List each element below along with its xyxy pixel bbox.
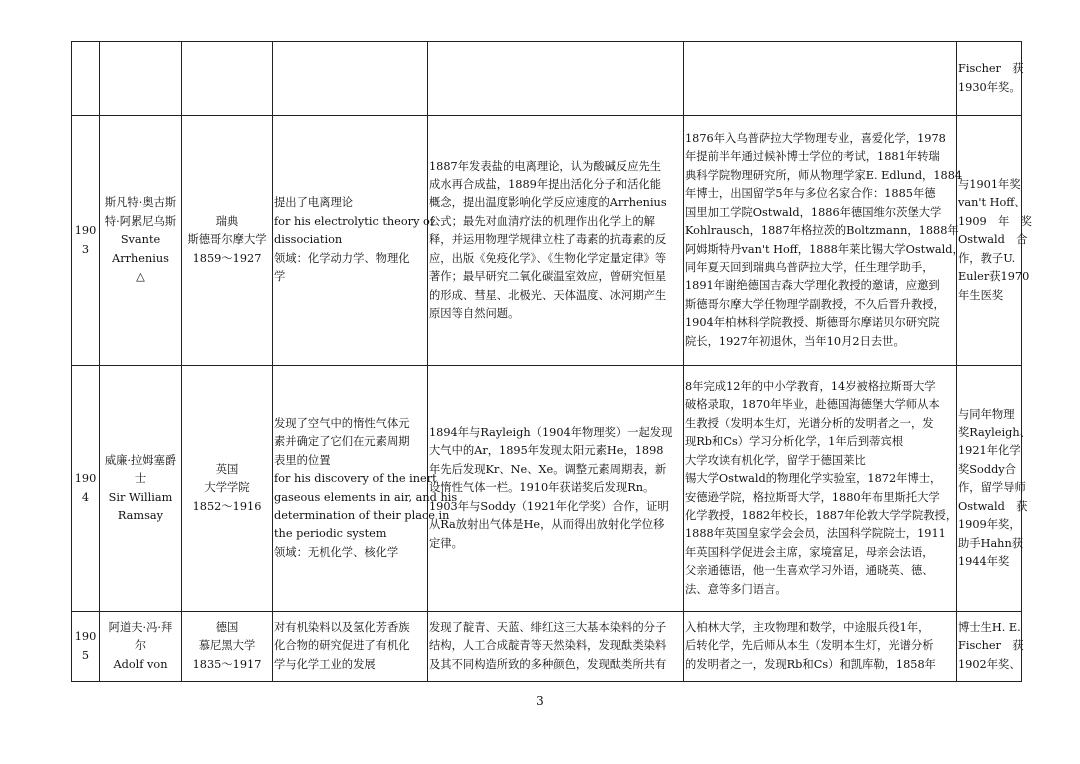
text-line: 发现了空气中的惰性气体元	[274, 416, 410, 430]
text-line: 现Rb和Cs）学习分析化学，1年后到蒂宾根	[685, 435, 904, 449]
text-line: gaseous elements in air, and his	[274, 490, 458, 504]
text-line: 威廉·拉姆塞爵	[104, 453, 177, 467]
text-line: 大学学院	[204, 481, 250, 495]
text-line: Ostwald 获	[958, 499, 1028, 513]
text-line: for his discovery of the inert	[274, 472, 437, 486]
relations-cell	[957, 42, 1022, 116]
page-number: 3	[536, 694, 544, 708]
text-line: Euler获1970	[958, 270, 1030, 284]
country-institution-cell	[182, 366, 273, 612]
text-line: 锡大学Ostwald的物理化学实验室，1872年博士，	[685, 472, 942, 486]
laureate-name-cell	[100, 42, 182, 116]
text-line: the periodic system	[274, 527, 387, 541]
country-institution-cell	[182, 42, 273, 116]
text-line: 英国	[215, 462, 239, 476]
laureates-table	[71, 41, 1032, 682]
text-line: 1904年柏林科学院教授、斯德哥尔摩诺贝尔研究院	[685, 316, 940, 330]
text-line: 1891年谢绝德国吉森大学理化教授的邀请，应邀到	[685, 279, 940, 293]
table-row	[72, 366, 1022, 612]
text-line: van't Hoff、	[958, 196, 1026, 210]
text-line: 同年夏天回到瑞典乌普萨拉大学，任生理学助手，	[685, 260, 934, 274]
text-line: Kohlrausch，1887年格拉茨的Boltzmann，1888年	[685, 224, 959, 238]
award-reason-cell	[273, 612, 428, 682]
text-line: 1887年发表盐的电离理论，认为酸碱反应先生	[429, 159, 662, 173]
text-line: △	[136, 270, 145, 284]
text-line: 士	[134, 472, 147, 486]
text-line: 瑞典	[215, 214, 239, 228]
text-line: 1894年与Rayleigh（1904年物理奖）一起发现	[429, 426, 673, 440]
text-line: 1835～1917	[192, 657, 262, 671]
text-line: 阿道夫·冯·拜	[108, 620, 173, 634]
text-line: 学	[274, 270, 286, 284]
biography-cell	[684, 116, 964, 366]
country-institution-cell	[182, 612, 273, 682]
text-line: 安德逊学院，格拉斯哥大学，1880年布里斯托大学	[685, 490, 940, 504]
text-line: 1909年奖，	[958, 518, 1021, 532]
award-reason-cell	[273, 116, 435, 366]
table-row	[72, 42, 1022, 116]
text-line: 法、意等多门语言。	[685, 582, 787, 596]
table-row	[72, 612, 1022, 682]
text-line: 大学攻读有机化学，留学于德国莱比	[685, 453, 866, 467]
contribution-cell	[428, 42, 684, 116]
text-line: 定律。	[429, 536, 463, 550]
text-line: 作，教子U.	[958, 251, 1016, 265]
text-line: 1909 年 奖	[958, 214, 1032, 228]
text-line: Fischer 获	[958, 62, 1024, 76]
text-line: 概念，提出温度影响化学反应速度的Arrhenius	[429, 196, 667, 210]
text-line: 1876年入乌普萨拉大学物理专业，喜爱化学，1978	[685, 132, 946, 146]
text-line: 斯德哥尔摩大学	[187, 233, 267, 247]
year-cell: 1904	[72, 366, 100, 612]
year-cell	[72, 42, 100, 116]
text-line: 与同年物理	[958, 407, 1015, 421]
text-line: 及其不同构造所致的多种颜色，发现酞类所共有	[429, 657, 667, 671]
text-line: 年博士，出国留学5年与多位名家合作：1885年德	[685, 187, 936, 201]
contribution-cell	[428, 366, 684, 612]
text-line: Sir William	[108, 490, 173, 504]
laureate-name-cell	[100, 116, 182, 366]
text-line: Ostwald 合	[958, 233, 1028, 247]
text-line: 从Ra放射出气体是He，从而得出放射化学位移	[429, 518, 665, 532]
country-institution-cell	[182, 116, 273, 366]
text-line: 阿姆斯特丹van't Hoff，1888年莱比锡大学Ostwald，	[685, 242, 964, 256]
text-line: 斯德哥尔摩大学任物理学副教授，不久后晋升教授，	[685, 297, 945, 311]
text-line: dissociation	[274, 233, 343, 247]
table-row	[72, 116, 1022, 366]
text-line: 奖Soddy合	[958, 462, 1016, 476]
text-line: 成水再合成盐，1889年提出活化分子和活化能	[429, 178, 662, 192]
text-line: 与1901年奖	[958, 178, 1021, 192]
text-line: 的发明者之一，发现Rb和Cs）和凯库勒，1858年	[685, 657, 936, 671]
text-line: Arrhenius	[112, 251, 169, 265]
text-line: 设惰性气体一栏。1910年获诺奖后发现Rn。	[429, 481, 655, 495]
contribution-cell	[428, 116, 684, 366]
text-line: 奖Rayleigh、	[958, 426, 1031, 440]
text-line: 生教授（发明本生灯，光谱分析的发明者之一，发	[685, 416, 934, 430]
text-line: 国里加工学院Ostwald，1886年德国维尔茨堡大学	[685, 205, 942, 219]
text-line: 领域：无机化学、核化学	[274, 545, 399, 559]
text-line: 入柏林大学，主攻物理和数学，中途服兵役1年，	[685, 620, 930, 634]
award-reason-cell	[273, 42, 428, 116]
text-line: 1902年奖、	[958, 657, 1021, 671]
text-line: 院长，1927年初退休，当年10月2日去世。	[685, 334, 905, 348]
text-line: 1852～1916	[192, 499, 262, 513]
text-line: 领域：化学动力学、物理化	[274, 251, 410, 265]
text-line: 化合物的研究促进了有机化	[274, 639, 410, 653]
text-line: Ramsay	[117, 508, 164, 522]
text-line: 提出了电离理论	[274, 196, 354, 210]
text-line: Adolf von	[113, 657, 168, 671]
text-line: 发现了靛青、天蓝、绯红这三大基本染料的分子	[429, 620, 667, 634]
text-line: 释，并运用物理学规律立柱了毒素的抗毒素的反	[429, 233, 667, 247]
text-line: 1888年英国皇家学会会员，法国科学院院士，1911	[685, 527, 946, 541]
text-line: 德国	[215, 620, 239, 634]
text-line: 1944年奖	[958, 554, 1010, 568]
text-line: for his electrolytic theory of	[274, 214, 435, 228]
text-line: 对有机染料以及氢化芳香族	[274, 620, 410, 634]
text-line: 典科学院物理研究所，师从物理学家E. Edlund，1884	[685, 168, 963, 182]
text-line: 年英国科学促进会主席，家境富足，母亲会法语，	[685, 545, 934, 559]
text-line: 1930年奖。	[958, 80, 1021, 94]
text-line: Fischer 获	[958, 639, 1024, 653]
text-line: 助手Hahn获	[958, 536, 1024, 550]
relations-cell	[957, 612, 1022, 682]
text-line: 结构，人工合成靛青等天然染料，发现酞类染料	[429, 639, 667, 653]
laureate-name-cell	[100, 366, 182, 612]
text-line: 著作；最早研究二氧化碳温室效应，曾研究恒星	[429, 270, 667, 284]
text-line: 年生医奖	[958, 288, 1004, 302]
text-line: 的形成、彗星、北极光、天体温度、冰河期产生	[429, 288, 667, 302]
relations-cell	[957, 116, 1032, 366]
text-line: 表里的位置	[274, 453, 331, 467]
biography-cell	[684, 42, 957, 116]
year-cell: 1903	[72, 116, 100, 366]
text-line: 作，留学导师	[958, 481, 1026, 495]
text-line: determination of their place in	[274, 508, 450, 522]
text-line: 学与化学工业的发展	[274, 657, 376, 671]
text-line: 大气中的Ar，1895年发现太阳元素He，1898	[429, 444, 664, 458]
text-line: 1903年与Soddy（1921年化学奖）合作，证明	[429, 499, 669, 513]
contribution-cell	[428, 612, 684, 682]
text-line: 尔	[134, 639, 147, 653]
text-line: 化学教授，1882年校长，1887年伦敦大学学院教授，	[685, 508, 958, 522]
text-line: 1859～1927	[192, 251, 262, 265]
text-line: 后转化学，先后师从本生（发明本生灯，光谱分析	[685, 639, 934, 653]
year-cell: 1905	[72, 612, 100, 682]
text-line: 破格录取，1870年毕业，赴德国海德堡大学师从本	[685, 398, 940, 412]
text-line: 公式；最先对血清疗法的机理作出化学上的解	[429, 214, 655, 228]
text-line: 素并确定了它们在元素周期	[274, 435, 410, 449]
text-line: Svante	[120, 233, 161, 247]
text-line: 慕尼黑大学	[198, 639, 256, 653]
text-line: 年先后发现Kr、Ne、Xe。调整元素周期表，新	[429, 462, 667, 476]
text-line: 应，出版《免疫化学》、《生物化学定量定律》等	[429, 251, 667, 265]
text-line: 父亲通德语，他一生喜欢学习外语，通晓英、德、	[685, 564, 934, 578]
biography-cell	[684, 612, 957, 682]
text-line: 年提前半年通过候补博士学位的考试，1881年转瑞	[685, 150, 940, 164]
text-line: 1921年化学	[958, 444, 1021, 458]
text-line: 8年完成12年的中小学教育，14岁被格拉斯哥大学	[685, 380, 936, 394]
text-line: 博士生H. E.	[958, 620, 1021, 634]
text-line: 斯凡特·奥古斯	[104, 196, 177, 210]
relations-cell	[957, 366, 1031, 612]
laureate-name-cell	[100, 612, 182, 682]
biography-cell	[684, 366, 957, 612]
text-line: 特·阿累尼乌斯	[104, 214, 177, 228]
text-line: 原因等自然问题。	[429, 306, 520, 320]
